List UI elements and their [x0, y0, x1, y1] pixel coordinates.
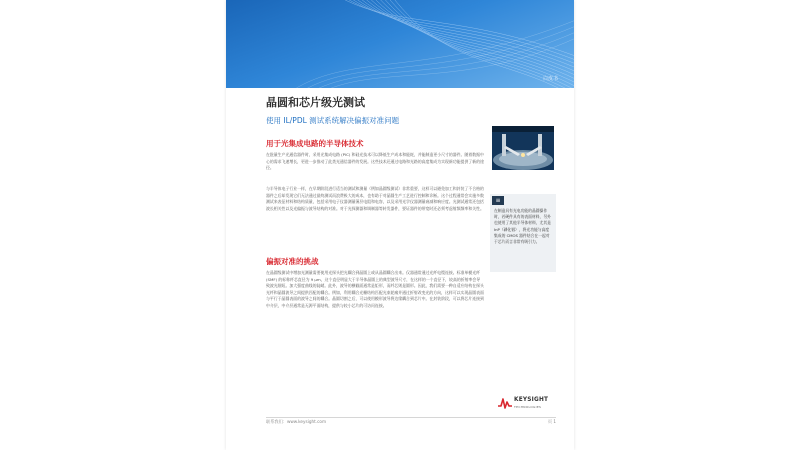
footer-divider — [266, 417, 556, 418]
paragraph-intro: 在批量生产光通信器件时，采用光集成电路 (PIC) 和硅光技术可以降低生产成本和能耗，并能制造更小尺寸的器件。随着数据中心的需求飞速增长，更进一步推动了此类光通信器件的发展。这些技术还通过电路和光路的高度集成为实现新功能提供了新的途径。 — [266, 152, 484, 171]
header-banner — [226, 0, 574, 88]
paragraph-polarization: 在晶圆级测试中增加光测量需要使用光探头把光耦合到晶圆上或从晶圆耦合出来。仅器通常通过光纤电缆连接。标准单模光纤 (SMF) 的标称纤芯直径为 9 µm，这个直径明显大于半导体晶圆上的典型波导尺寸，在这样的一个直径下，较高的折射率会导致波光细短。加大强度曲线的陡峭。此外，波导的横截面通常是矩形，而纤芯则是圆形。因此，我们需要一种自适应结构在探头光纤和晶圆波导之间提供匹配的耦合。例如，利用耦合光栅结构匹配光束轮廓并通过折射改变光的方向，这样可以实现晶圆表面与平行于晶圆表面的波导之间的耦合。晶圆切割之后，可以使用模形波导将边缘耦合到芯片中。在封装阶段，可以将芯片连接到中介层，中介层通常是无源平面结构，提供与较小芯片的可访问连接。 — [266, 270, 484, 308]
wafer-probe-photo — [492, 126, 554, 170]
logo-subtitle: TECHNOLOGIES — [514, 405, 542, 409]
logo-wordmark: KEYSIGHT — [514, 397, 549, 403]
page-number: 页 1 — [547, 419, 556, 424]
keysight-wave-icon — [498, 396, 512, 410]
note-icon: ≡ — [492, 196, 504, 205]
wave-lines-graphic — [226, 0, 574, 88]
page-subtitle: 使用 IL/PDL 测试系统解决偏振对准问题 — [266, 116, 400, 125]
sidebar-note — [490, 194, 556, 272]
paragraph-testing: 与半导体电子行业一样，在早期阶段进行适当的测试和测量（例如晶圆级测试）非常重要，这样可以避免加工和封装了不合格的器件之后却发现它们无法通过最终测试而浪费极大的成本，也有助于对晶圆生产工艺进行控制和诊断。这个过程通常会实施多数测试来表征材料和结构质量，包括采用电子仪器测量薄层电阻和电容，以及采用光学仪器测量衰减和响应度。光测试通常还包括波长相关性以及光偏振与波导结构的对准。对于光探测器和调制器等转发器件，要证器件的带宽时还必须考虑射频频率和关性。 — [266, 186, 484, 211]
document-page — [226, 0, 574, 450]
keysight-logo — [498, 394, 554, 414]
page-title: 晶圆和芯片级光测试 — [266, 96, 365, 109]
footer-contact[interactable]: 联系我们：www.keysight.com — [266, 419, 327, 424]
section-heading-polarization: 偏振对准的挑战 — [266, 257, 319, 266]
section-heading-semiconductor: 用于光集成电路的半导体技术 — [266, 139, 364, 148]
sidebar-note-text: 在制造具有光电功能的晶圆操作时，若硬件具有的表面材料，另外也使用了其他半导体材料，尤其是 InP（磷化铟），将光功能与高度集成的 CMOS 器件结合在一起对于芯片而言非常有吸引力。 — [494, 208, 551, 245]
wafer-probe-image — [492, 126, 554, 170]
banner-tag: 白皮书 — [542, 76, 558, 82]
